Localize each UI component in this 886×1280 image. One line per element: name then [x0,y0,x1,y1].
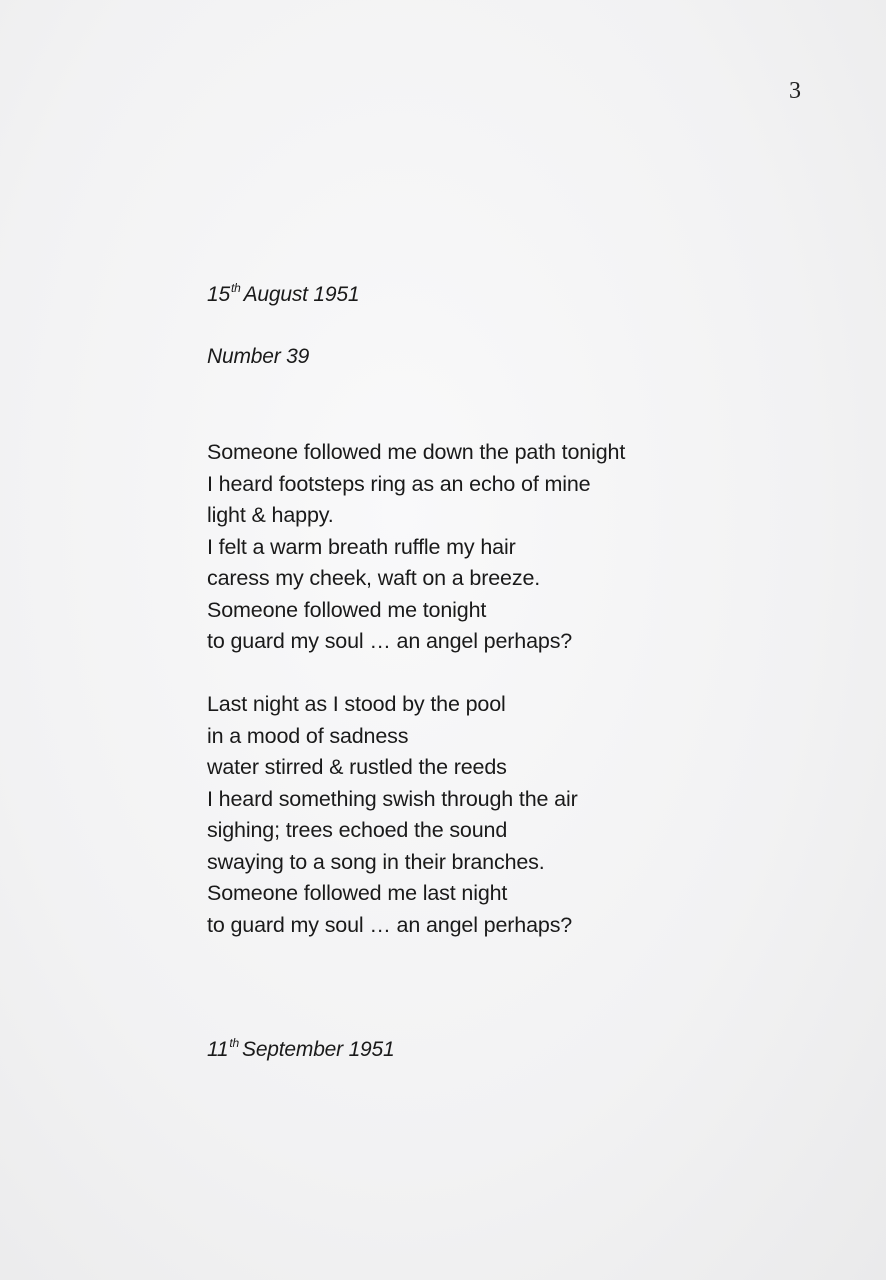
poem-line: I heard something swish through the air [207,786,578,811]
entry-date [207,1038,395,1062]
poem-line: to guard my soul … an angel perhaps? [207,629,573,653]
poem-line: Someone followed me last night [207,881,508,905]
poem-stanza [207,689,578,941]
poem-line: I heard footsteps ring as an echo of mine [207,471,591,496]
poem-line: I felt a warm breath ruffle my hair [207,534,516,559]
date-month-year: September 1951 [242,1038,395,1061]
poem-stanza [207,437,625,658]
poem-line: to guard my soul … an angel perhaps? [207,912,573,937]
date-day: 15 [207,283,230,306]
poem-line: Someone followed me down the path tonight [207,440,626,464]
poem-line: Last night as I stood by the pool [207,692,506,716]
poem-line: sighing; trees echoed the sound [207,818,508,842]
date-suffix: th [229,1036,240,1050]
page-number: 3 [789,78,801,104]
date-month-year: August 1951 [243,283,360,306]
date-day: 11 [207,1038,229,1061]
poem-line: Someone followed me tonight [207,597,487,622]
poem-line: swaying to a song in their branches. [207,849,545,874]
poem-line: light & happy. [207,503,334,527]
poem-line: caress my cheek, waft on a breeze. [207,566,541,590]
entry-date [207,283,359,307]
poem-title: Number 39 [207,345,310,368]
date-suffix: th [230,281,241,295]
poem-line: in a mood of sadness [207,723,409,748]
poem-line: water stirred & rustled the reeds [207,755,507,779]
